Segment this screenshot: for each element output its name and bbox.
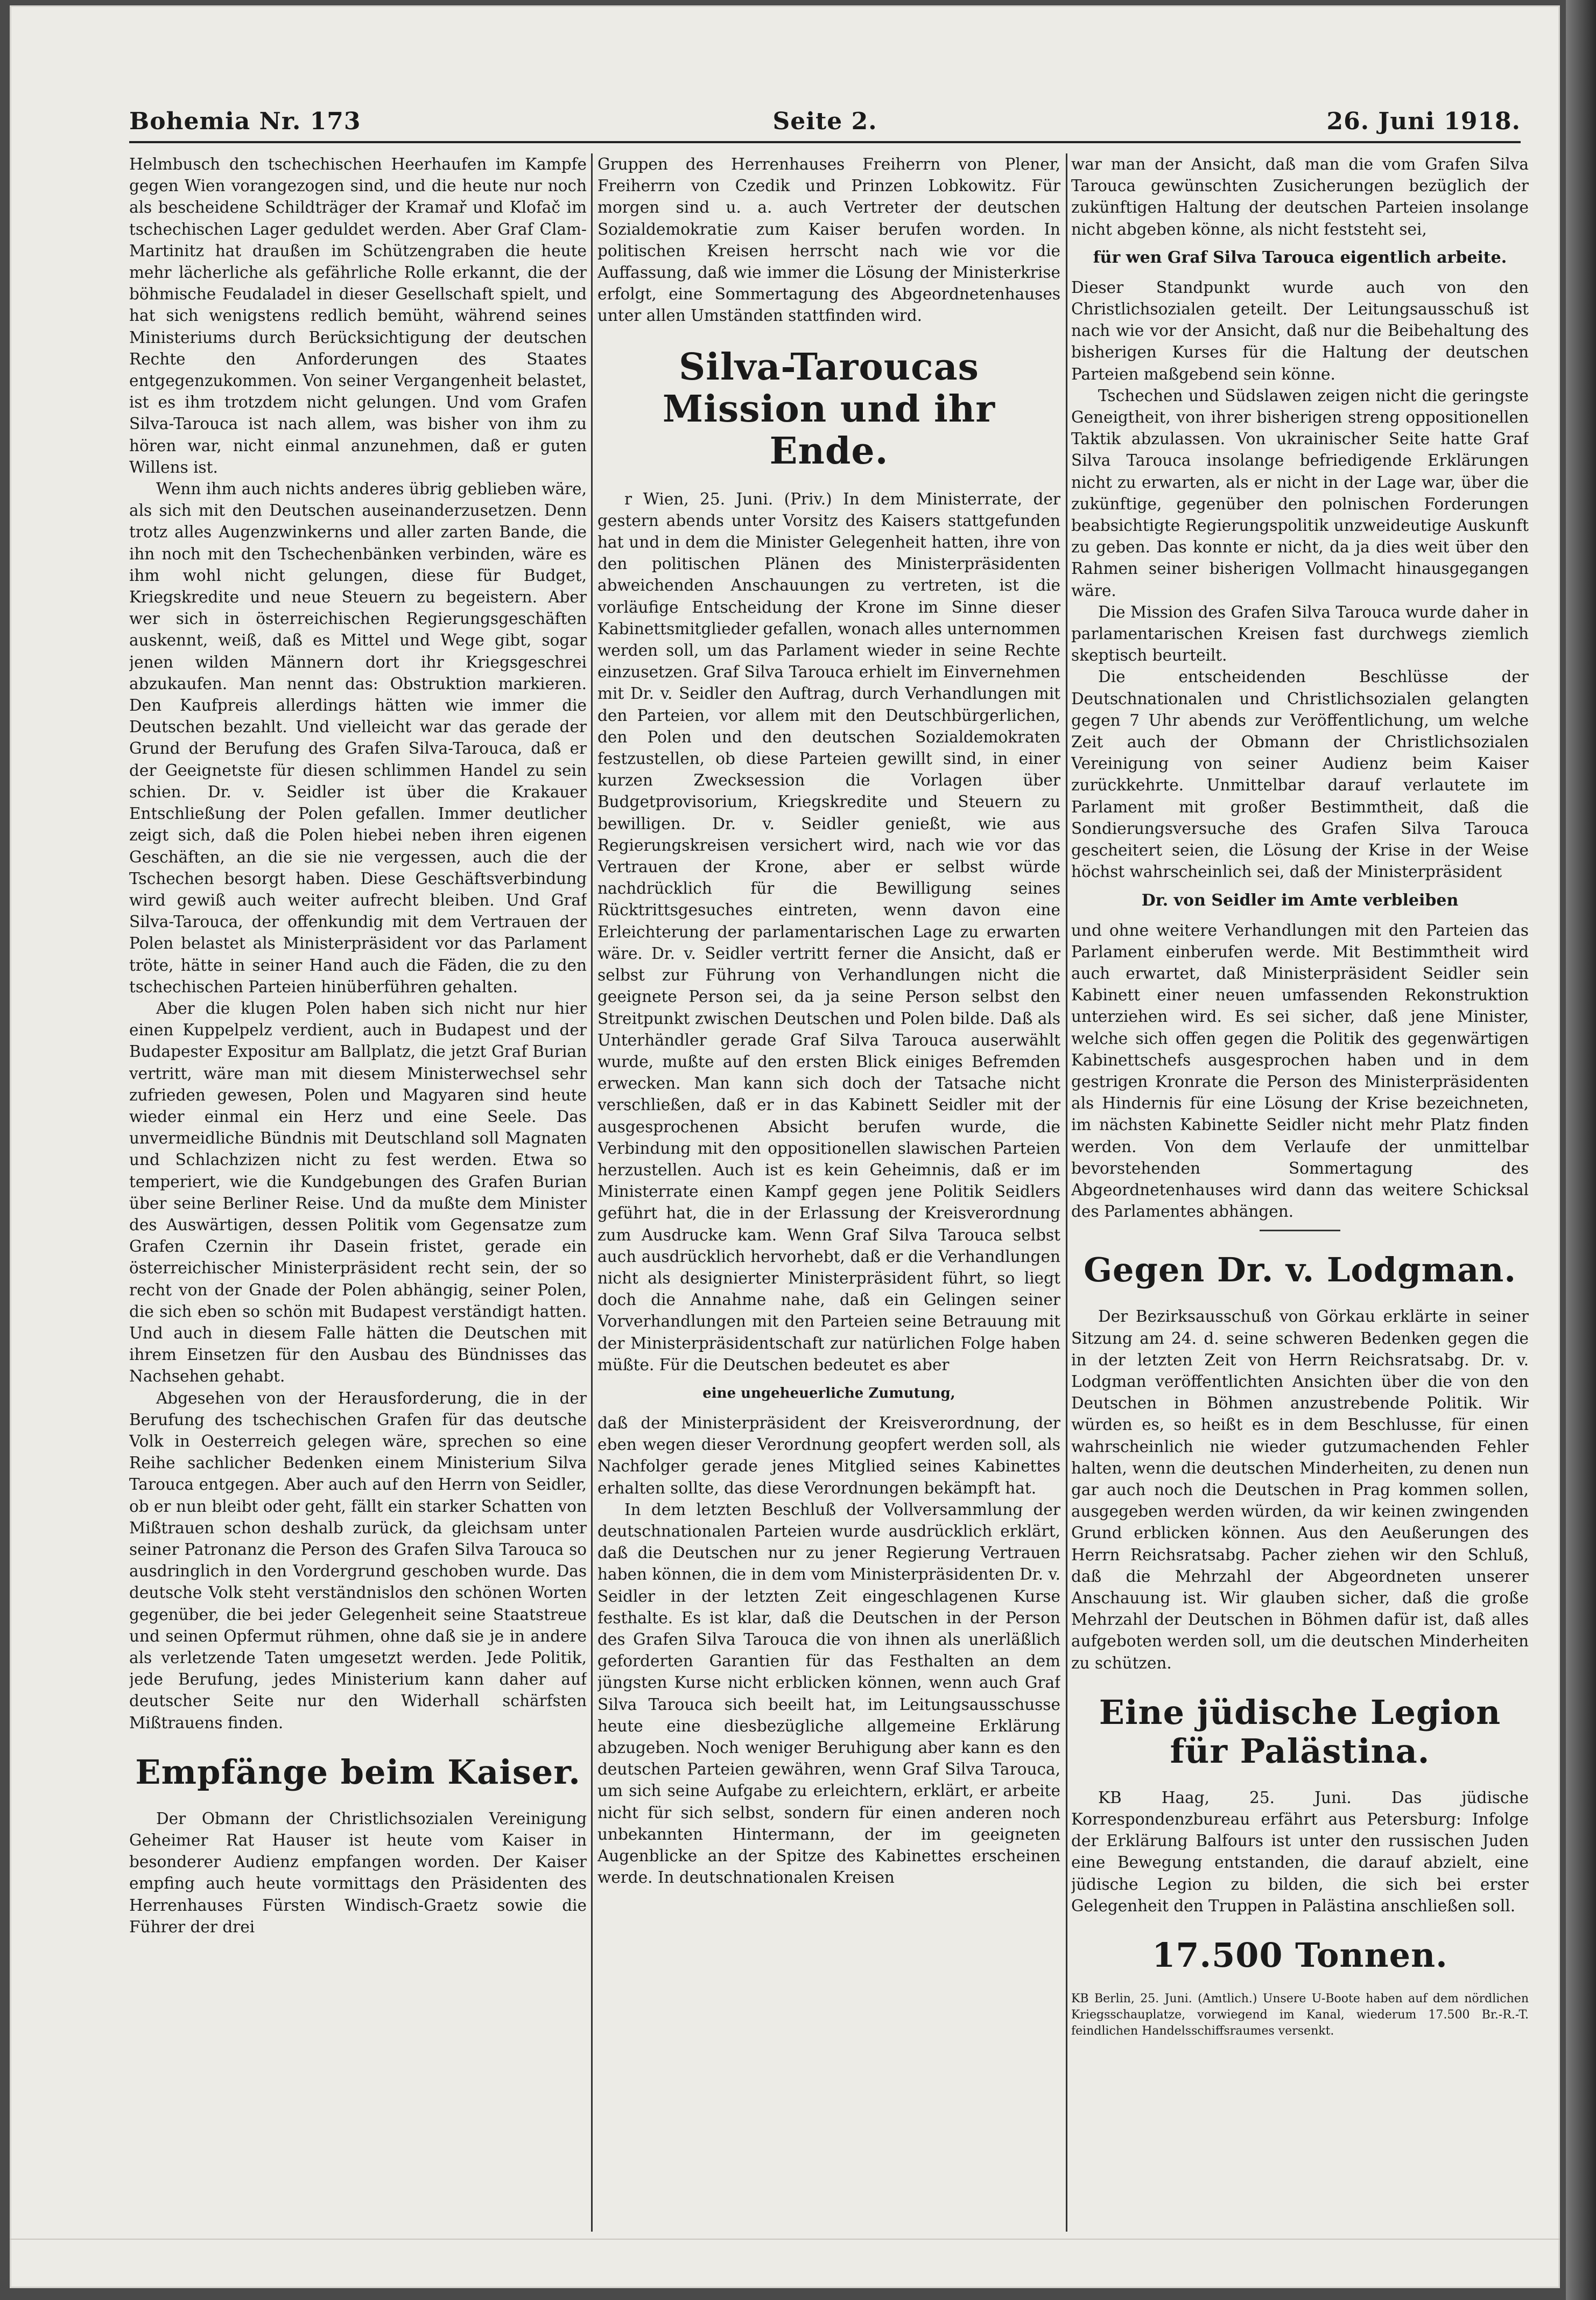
article-subheading: eine ungeheuerliche Zumutung, <box>702 1385 955 1401</box>
header-publication: Bohemia Nr. 173 <box>129 108 361 135</box>
article-subheading: für wen Graf Silva Tarouca eigentlich arbeite. <box>1093 248 1507 267</box>
article-paragraph: Wenn ihm auch nichts anderes übrig geblieben wäre, als sich mit den Deutschen auseinanderzusetzen. Denn trotz alles Augenzwinkerns und aller zarten Bande, die ihn noch mit den Tschechenbänken verbinden, wäre es ihm wohl nicht gelungen, diese für Budget, Kriegskredite und neue Steuern zu begeistern. Aber wer sich in österreichischen Regierungsgeschäften auskennt, weiß, daß es Mittel und Wege gibt, sogar jenen wilden Männern dort ihr Kriegsgeschrei abzukaufen. Man nennt das: Obstruktion markieren. Den Kaufpreis allerdings hätten wie immer die Deutschen bezahlt. Und vielleicht war das gerade der Grund der Berufung des Grafen Silva-Tarouca, daß er der Geeignetste für diesen schlimmen Handel zu sein schien. Dr. v. Seidler ist über die Krakauer Entschließung der Polen gefallen. Immer deutlicher zeigt sich, daß die Polen hiebei neben ihren eigenen Geschäften, an die sie nie vergessen, auch die der Tschechen besorgt haben. Diese Geschäftsverbindung wird gewiß auch weiter aufrecht bleiben. Und Graf Silva-Tarouca, der offenkundig mit dem Vertrauen der Polen belastet als Ministerpräsident vor das Parlament tröte, hätte in seiner Hand auch die Fäden, die zu den tschechischen Parteien hinüberführen gehalten. <box>129 480 587 996</box>
article-heading: Silva-Taroucas Mission und ihr Ende. <box>662 345 996 473</box>
article-paragraph: Abgesehen von der Herausforderung, die in der Berufung des tschechischen Grafen für das deutsche Volk in Oesterreich gelegen wäre, sprechen so eine Reihe sachlicher Bedenken einem Ministerium Silva Tarouca entgegen. Aber auch auf den Herrn von Seidler, ob er nun bleibt oder geht, fällt ein starker Schatten von Mißtrauen schon deshalb zurück, da gleichsam unter seiner Patronanz die Person des Grafen Silva Tarouca so ausdringlich in den Vordergrund geschoben wurde. Das deutsche Volk steht verständnislos den schönen Worten gegenüber, die bei jeder Gelegenheit seine Staatstreue und seinen Opfermut rühmen, ohne daß sie je in andere als verletzende Taten umgesetzt werden. Jede Politik, jede Berufung, jedes Ministerium kann daher auf deutscher Seite nur den Widerhall schärfsten Mißtrauens finden. <box>129 1389 587 1732</box>
article-paragraph: r Wien, 25. Juni. (Priv.) In dem Ministerrate, der gestern abends unter Vorsitz des Kaisers stattgefunden hat und in dem die Minister Gelegenheit hatten, ihre von den politischen Plänen des Ministerpräsidenten abweichenden Anschauungen zu vertreten, ist die vorläufige Entscheidung der Krone im Sinne dieser Kabinettsmitglieder gefallen, wonach alles unternommen werden soll, um das Parlament wieder in seine Rechte einzusetzen. Graf Silva Tarouca erhielt im Einvernehmen mit Dr. v. Seidler den Auftrag, durch Verhandlungen mit den Parteien, vor allem mit den Deutschbürgerlichen, den Polen und den deutschen Sozialdemokraten festzustellen, ob diese Parteien gewillt sind, in einer kurzen Zwecksession die Vorlagen über Budgetprovisorium, Kriegskredite und Steuern zu bewilligen. Dr. v. Seidler genießt, wie aus Regierungskreisen versichert wird, nach wie vor das Vertrauen der Krone, aber er selbst würde nachdrücklich für die Bewilligung seines Rücktrittsgesuches eintreten, wenn davon eine Erleichterung der parlamentarischen Lage zu erwarten wäre. Dr. v. Seidler vertritt ferner die Ansicht, daß er selbst zur Führung von Verhandlungen nicht die geeignete Person sei, da ja seine Person selbst den Streitpunkt zwischen Deutschen und Polen bilde. Daß als Unterhändler gerade Graf Silva Tarouca auserwählt wurde, mußte auf den ersten Blick einiges Befremden erwecken. Man kann sich doch der Tatsache nicht verschließen, daß er in das Kabinett Seidler mit der ausgesprochenen Absicht berufen wurde, die Verbindung mit den oppositionellen slawischen Parteien herzustellen. Auch ist es kein Geheimnis, daß er im Ministerrate einen Kampf gegen jene Politik Seidlers geführt hat, die in der Erlassung der Kreisverordnung zum Ausdrucke kam. Wenn Graf Silva Tarouca selbst auch ausdrücklich hervorhebt, daß er die Verhandlungen nicht als designierter Ministerpräsident führt, so liegt doch die Annahme nahe, daß ein Gelingen seiner Vorverhandlungen mit den Parteien seine Betrauung mit der Ministerpräsidentschaft zur natürlichen Folge haben müßte. Für die Deutschen bedeutet es aber <box>597 489 1060 1374</box>
article-paragraph: KB Berlin, 25. Juni. (Amtlich.) Unsere U-Boote haben auf dem nördlichen Kriegsschauplatze, vorwiegend im Kanal, wiederum 17.500 Br.-R.-T. feindlichen Handelsschiffsraumes versenkt. <box>1071 1992 1529 2038</box>
header-rule <box>129 141 1521 143</box>
column-2 <box>597 153 1060 2232</box>
column-1 <box>129 153 587 2232</box>
article-heading: 17.500 Tonnen. <box>1152 1936 1448 1975</box>
article-paragraph: Tschechen und Südslawen zeigen nicht die geringste Geneigtheit, von ihrer bisherigen streng oppositionellen Taktik abzulassen. Von ukrainischer Seite hatte Graf Silva Tarouca insolange befriedigende Erklärungen nicht zu erwarten, als er nicht in der Lage war, über die zukünftige, gegenüber den polnischen Forderungen beabsichtigte Regierungspolitik unzweideutige Auskunft zu geben. Das konnte er nicht, da ja dies weit über den Rahmen seiner bisherigen Vollmacht hinausgegangen wäre. <box>1071 386 1529 600</box>
article-paragraph: Die entscheidenden Beschlüsse der Deutschnationalen und Christlichsozialen gelangten gegen 7 Uhr abends zur Veröffentlichung, um welche Zeit auch der Obmann der Christlichsozialen Vereinigung von seiner Audienz beim Kaiser zurückkehrte. Unmittelbar darauf verlautete im Parlament mit großer Bestimmtheit, daß die Sondierungsversuche des Grafen Silva Tarouca gescheitert seien, die Lösung der Krise in der Weise höchst wahrscheinlich sei, daß der Ministerpräsident <box>1071 668 1529 881</box>
article-paragraph: Helmbusch den tschechischen Heerhaufen im Kampfe gegen Wien vorangezogen sind, und die heute nur noch als bescheidene Schildträger der Kramař und Klofač im tschechischen Lager geduldet werden. Aber Graf Clam-Martinitz hat draußen im Schützengraben die heute mehr lächerliche als gefährliche Rolle erkannt, die der böhmische Feudaladel in dieser Gesellschaft spielt, und hat sich wenigstens redlich bemüht, während seines Ministeriums durch Berücksichtigung der deutschen Rechte den Anforderungen des Staates entgegenzukommen. Von seiner Vergangenheit belastet, ist es ihm trotzdem nicht gelungen. Und vom Grafen Silva-Tarouca ist nach allem, was bisher von ihm zu hören war, nicht einmal anzunehmen, daß er guten Willens ist. <box>129 155 587 476</box>
article-paragraph: Gruppen des Herrenhauses Freiherrn von Plener, Freiherrn von Czedik und Prinzen Lobkowitz. Für morgen sind u. a. auch Vertreter der deutschen Sozialdemokratie zum Kaiser berufen worden. In politischen Kreisen herrscht nach wie vor die Auffassung, daß wie immer die Lösung der Ministerkrise erfolgt, eine Sommertagung des Abgeordnetenhauses unter allen Umständen stattfinden wird. <box>597 155 1060 325</box>
article-heading: Empfänge beim Kaiser. <box>135 1752 581 1792</box>
page-bottom-line <box>10 2239 1560 2240</box>
article-heading: Gegen Dr. v. Lodgman. <box>1084 1250 1516 1290</box>
page-header <box>129 108 1521 140</box>
article-paragraph: und ohne weitere Verhandlungen mit den Parteien das Parlament einberufen werde. Mit Bestimmtheit wird auch erwartet, daß Ministerpräsident Seidler sein Kabinett einer neuen umfassenden Rekonstruktion unterziehen wird. Es sei sicher, daß jene Minister, welche sich offen gegen die Politik des gegenwärtigen Kabinettschefs ausgesprochen haben und in dem gestrigen Kronrate die Person des Ministerpräsidenten als Hindernis für eine Lösung der Krise bezeichneten, im nächsten Kabinette Seidler nicht mehr Platz finden werden. Von dem Verlaufe der unmittelbar bevorstehenden Sommertagung des Abgeordnetenhauses wird dann das weitere Schicksal des Parlamentes abhängen. <box>1071 921 1529 1221</box>
scan-edge <box>1566 0 1596 2300</box>
article-paragraph: war man der Ansicht, daß man die vom Grafen Silva Tarouca gewünschten Zusicherungen bezüglich der zukünftigen Haltung der deutschen Parteien insolange nicht abgeben könne, als nicht feststeht sei, <box>1071 155 1529 239</box>
section-divider <box>1260 1230 1340 1231</box>
article-paragraph: Dieser Standpunkt wurde auch von den Christlichsozialen geteilt. Der Leitungsausschuß ist nach wie vor der Ansicht, daß nur die Beibehaltung des bisherigen Kurses für die Haltung der deutschen Parteien maßgebend sein könne. <box>1071 278 1529 383</box>
article-paragraph: daß der Ministerpräsident der Kreisverordnung, der eben wegen dieser Verordnung geopfert werden soll, als Nachfolger gerade jenes Mitglied seines Kabinettes erhalten sollte, das diese Verordnungen bekämpft hat. <box>597 1413 1060 1497</box>
article-paragraph: KB Haag, 25. Juni. Das jüdische Korrespondenzbureau erfährt aus Petersburg: Infolge der Erklärung Balfours ist unter den russischen Juden eine Bewegung entstanden, die darauf abzielt, eine jüdische Legion zu bilden, die sich bei erster Gelegenheit den Truppen in Palästina anschließen soll. <box>1071 1788 1529 1915</box>
article-paragraph: In dem letzten Beschluß der Vollversammlung der deutschnationalen Parteien wurde ausdrücklich erklärt, daß die Deutschen nur zu jener Regierung Vertrauen haben können, die in dem vom Ministerpräsidenten Dr. v. Seidler in der letzten Zeit eingeschlagenen Kurse festhalte. Es ist klar, daß die Deutschen in der Person des Grafen Silva Tarouca die von ihnen als unerläßlich geforderten Garantien für das Festhalten an dem jüngsten Kurse nicht erblicken können, wenn auch Graf Silva Tarouca sich beeilt hat, im Leitungsausschusse heute eine diesbezügliche allgemeine Erklärung abzugeben. Noch weniger Beruhigung aber kann es den deutschen Parteien gewähren, wenn Graf Silva Tarouca, um sich seine Aufgabe zu erleichtern, erklärt, er arbeite nicht für sich selbst, sondern für einen anderen noch unbekannten Hintermann, der im geeigneten Augenblicke an der Spitze des Kabinettes erscheinen werde. In deutschnationalen Kreisen <box>597 1500 1060 1887</box>
article-paragraph: Die Mission des Grafen Silva Tarouca wurde daher in parlamentarischen Kreisen fast durchwegs ziemlich skeptisch beurteilt. <box>1071 602 1529 665</box>
header-page-number: Seite 2. <box>772 108 877 135</box>
article-paragraph: Der Obmann der Christlichsozialen Vereinigung Geheimer Rat Hauser ist heute vom Kaiser in besonderer Audienz empfangen worden. Der Kaiser empfing auch heute vormittags den Präsidenten des Herrenhauses Fürsten Windisch-Graetz sowie die Führer der drei <box>129 1809 587 1936</box>
article-paragraph: Der Bezirksausschuß von Görkau erklärte in seiner Sitzung am 24. d. seine schweren Bedenken gegen die in der letzten Zeit von Herrn Reichsratsabg. Dr. v. Lodgman veröffentlichten Ansichten über die von den Deutschen in Böhmen anzustrebende Politik. Wir würden es, so heißt es in dem Beschlusse, für einen wahrscheinlich nie wieder gutzumachenden Fehler halten, wenn die deutschen Minderheiten, zu denen nun gar auch noch die Deutschen in Prag kommen sollen, ausgegeben werden würden, da wir keinen zwingenden Grund erblicken können. Aus den Aeußerungen des Herrn Reichsratsabg. Pacher ziehen wir den Schluß, daß die Mehrzahl der Abgeordneten unserer Anschauung ist. Wir glauben sicher, daß die große Mehrzahl der Deutschen in Böhmen dafür ist, daß alles aufgeboten werden soll, um die deutschen Minderheiten zu schützen. <box>1071 1307 1529 1672</box>
article-heading: Eine jüdische Legion für Palästina. <box>1099 1692 1501 1771</box>
header-date: 26. Juni 1918. <box>1326 108 1521 135</box>
column-divider <box>1066 153 1067 2232</box>
column-divider <box>591 153 593 2232</box>
column-3 <box>1071 153 1529 2232</box>
article-paragraph: Aber die klugen Polen haben sich nicht nur hier einen Kuppelpelz verdient, auch in Budapest und der Budapester Expositur am Ballplatz, die jetzt Graf Burian vertritt, wäre man mit diesem Ministerwechsel sehr zufrieden gewesen, Polen und Magyaren sind heute wieder einmal ein Herz und eine Seele. Das unvermeidliche Bündnis mit Deutschland soll Magnaten und Schlachzizen nicht zu fest werden. Etwa so temperiert, wie die Kundgebungen des Grafen Burian über seine Berliner Reise. Und da mußte dem Minister des Auswärtigen, dessen Politik vom Gegensatze zum Grafen Czernin ihr Dasein fristet, gerade ein österreichischer Ministerpräsident recht sein, der so recht von der Gnade der Polen abhängig, seiner Polen, die sich eben so schön mit Budapest verständigt hatten. Und auch in diesem Falle hätten die Deutschen mit ihrem Einsetzen für den Ausbau des Bündnisses das Nachsehen gehabt. <box>129 999 587 1386</box>
article-subheading: Dr. von Seidler im Amte verbleiben <box>1141 890 1459 910</box>
